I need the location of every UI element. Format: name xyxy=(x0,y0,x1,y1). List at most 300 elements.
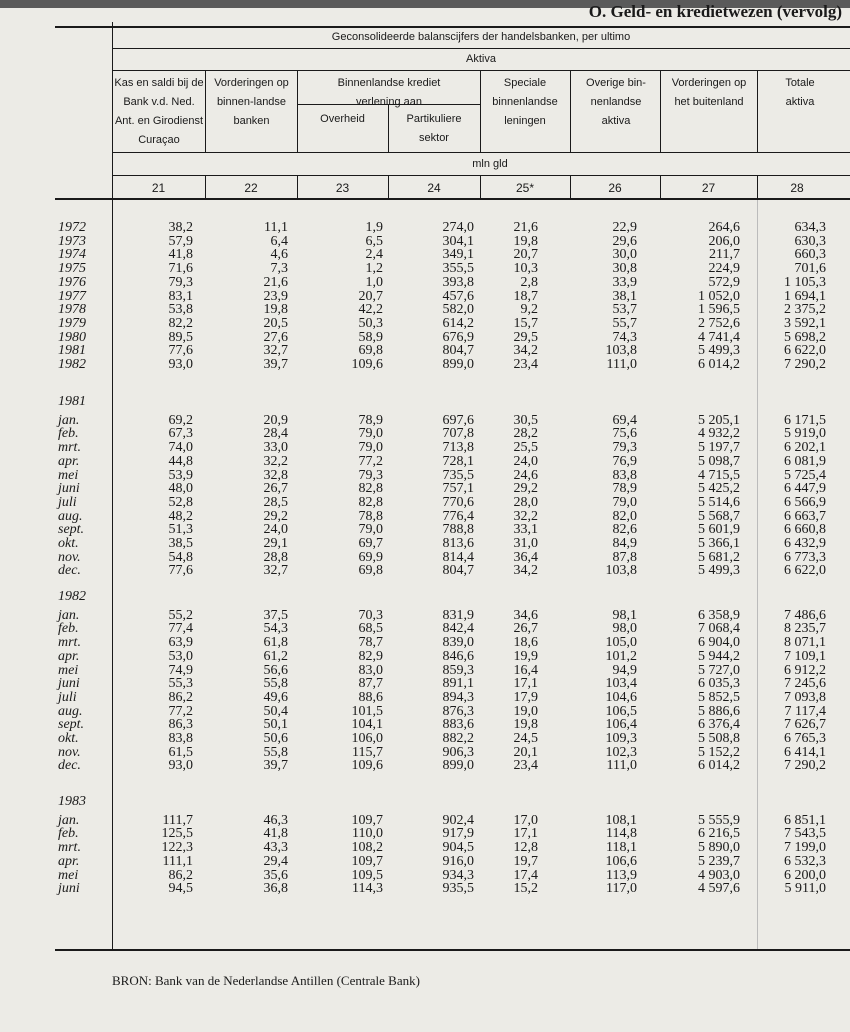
cell-col-21: 86,3 xyxy=(168,717,193,733)
row-label: juni xyxy=(58,481,80,497)
cell-col-28: 6 622,0 xyxy=(784,343,826,359)
col-header-28: Totale aktiva xyxy=(785,77,815,108)
row-label: 1978 xyxy=(58,302,86,318)
cell-col-26: 102,3 xyxy=(605,744,637,760)
cell-col-25: 17,0 xyxy=(513,812,538,828)
table-row xyxy=(0,718,850,732)
cell-col-26: 55,7 xyxy=(612,315,637,331)
row-label: mrt. xyxy=(58,635,81,651)
cell-col-25: 21,6 xyxy=(513,220,538,235)
cell-col-28: 7 109,1 xyxy=(784,648,826,664)
cell-col-22: 50,1 xyxy=(263,717,288,733)
rule xyxy=(112,70,850,71)
cell-col-23: 109,5 xyxy=(351,867,383,883)
cell-col-25: 30,5 xyxy=(513,412,538,428)
cell-col-26: 111,0 xyxy=(606,758,637,774)
cell-col-25: 12,8 xyxy=(513,840,538,856)
row-label: 1975 xyxy=(58,261,86,277)
cell-col-23: 69,7 xyxy=(358,536,383,551)
cell-col-23: 1,9 xyxy=(365,220,383,235)
cell-col-28: 6 432,9 xyxy=(784,536,826,551)
cell-col-22: 29,1 xyxy=(263,536,288,551)
row-label: mrt. xyxy=(58,840,81,856)
row-label: juni xyxy=(58,881,80,897)
cell-col-21: 83,8 xyxy=(168,731,193,746)
cell-col-25: 19,7 xyxy=(513,853,538,869)
col-header-24: Partikuliere sektor xyxy=(406,113,462,144)
cell-col-27: 5 366,1 xyxy=(698,536,740,551)
cell-col-25: 29,5 xyxy=(513,329,538,345)
cell-col-22: 39,7 xyxy=(263,758,288,774)
table-row xyxy=(0,869,850,883)
row-label: feb. xyxy=(58,621,79,637)
cell-col-25: 18,7 xyxy=(513,288,538,304)
cell-col-21: 61,5 xyxy=(168,744,193,760)
cell-col-21: 52,8 xyxy=(168,494,193,510)
cell-col-28: 6 912,2 xyxy=(784,662,826,678)
cell-col-26: 106,6 xyxy=(605,853,637,869)
cell-col-23: 70,3 xyxy=(358,607,383,623)
cell-col-24: 804,7 xyxy=(442,343,474,359)
cell-col-24: 899,0 xyxy=(442,357,474,372)
cell-col-23: 50,3 xyxy=(358,315,383,331)
cell-col-25: 10,3 xyxy=(513,261,538,277)
col-header-27: Vorderingen op het buitenland xyxy=(671,77,747,108)
cell-col-25: 29,2 xyxy=(513,481,538,497)
cell-col-25: 23,4 xyxy=(513,758,538,774)
cell-col-25: 17,1 xyxy=(513,826,538,842)
row-label: sept. xyxy=(58,717,85,733)
cell-col-21: 82,2 xyxy=(168,315,193,331)
cell-col-25: 9,2 xyxy=(520,302,538,318)
cell-col-23: 115,7 xyxy=(352,744,383,760)
table-row xyxy=(0,235,850,249)
cell-col-28: 6 851,1 xyxy=(784,812,826,828)
column-number: 24 xyxy=(427,181,441,195)
cell-col-28: 7 093,8 xyxy=(784,689,826,705)
cell-col-22: 28,4 xyxy=(263,426,288,442)
table-row xyxy=(0,814,850,828)
table-row xyxy=(0,358,850,372)
cell-col-28: 6 660,8 xyxy=(784,522,826,538)
cell-col-21: 77,4 xyxy=(168,621,193,637)
cell-col-25: 17,4 xyxy=(513,867,538,883)
cell-col-27: 6 035,3 xyxy=(698,676,740,692)
cell-col-24: 882,2 xyxy=(442,731,474,746)
cell-col-26: 79,3 xyxy=(612,440,637,456)
row-label: dec. xyxy=(58,758,81,774)
cell-col-24: 902,4 xyxy=(442,812,474,828)
cell-col-24: 274,0 xyxy=(442,220,474,235)
cell-col-21: 44,8 xyxy=(168,453,193,469)
row-label: sept. xyxy=(58,522,85,538)
cell-col-24: 393,8 xyxy=(442,274,474,290)
cell-col-24: 916,0 xyxy=(442,853,474,869)
row-label: feb. xyxy=(58,826,79,842)
source-note: BRON: Bank van de Nederlandse Antillen (Centrale Bank) xyxy=(112,973,420,988)
cell-col-21: 77,2 xyxy=(168,703,193,719)
cell-col-28: 6 773,3 xyxy=(784,549,826,565)
cell-col-28: 7 626,7 xyxy=(784,717,826,733)
cell-col-23: 69,8 xyxy=(358,343,383,359)
rule xyxy=(570,70,571,152)
cell-col-21: 83,1 xyxy=(168,288,193,304)
row-label: 1973 xyxy=(58,233,86,249)
cell-col-21: 51,3 xyxy=(168,522,193,538)
table-row xyxy=(0,759,850,773)
cell-col-22: 4,6 xyxy=(270,247,288,263)
cell-col-23: 108,2 xyxy=(351,840,383,856)
cell-col-22: 37,5 xyxy=(263,607,288,623)
cell-col-23: 109,6 xyxy=(351,357,383,372)
cell-col-25: 34,2 xyxy=(513,343,538,359)
cell-col-25: 33,1 xyxy=(513,522,538,538)
cell-col-24: 906,3 xyxy=(442,744,474,760)
cell-col-27: 6 014,2 xyxy=(698,357,740,372)
cell-col-27: 4 715,5 xyxy=(698,467,740,483)
cell-col-25: 16,4 xyxy=(513,662,538,678)
cell-col-22: 27,6 xyxy=(263,329,288,345)
cell-col-21: 55,3 xyxy=(168,676,193,692)
column-number: 21 xyxy=(151,181,166,195)
cell-col-24: 842,4 xyxy=(442,621,474,637)
cell-col-27: 6 376,4 xyxy=(698,717,740,733)
cell-col-21: 89,5 xyxy=(168,329,193,345)
cell-col-25: 24,5 xyxy=(513,731,538,746)
row-label: 1976 xyxy=(58,274,86,290)
cell-col-27: 4 741,4 xyxy=(698,329,740,345)
cell-col-26: 111,0 xyxy=(606,357,637,372)
cell-col-27: 4 932,2 xyxy=(698,426,740,442)
table-row xyxy=(0,537,850,551)
column-number: 26 xyxy=(608,181,622,195)
cell-col-21: 48,2 xyxy=(168,508,193,524)
row-label: 1977 xyxy=(58,288,86,304)
cell-col-25: 36,4 xyxy=(513,549,538,565)
cell-col-26: 38,1 xyxy=(612,288,637,304)
cell-col-23: 68,5 xyxy=(358,621,383,637)
cell-col-24: 728,1 xyxy=(442,453,474,469)
cell-col-23: 6,5 xyxy=(365,233,383,249)
cell-col-22: 28,8 xyxy=(263,549,288,565)
rule xyxy=(112,152,850,153)
cell-col-24: 735,5 xyxy=(442,467,474,483)
rule xyxy=(112,48,850,49)
cell-col-22: 11,1 xyxy=(264,220,288,235)
cell-col-27: 5 890,0 xyxy=(698,840,740,856)
cell-col-23: 79,0 xyxy=(358,522,383,538)
cell-col-22: 61,8 xyxy=(263,635,288,651)
cell-col-23: 77,2 xyxy=(358,453,383,469)
row-label: aug. xyxy=(58,703,83,719)
cell-col-23: 110,0 xyxy=(352,826,383,842)
cell-col-21: 54,8 xyxy=(168,549,193,565)
cell-col-26: 109,3 xyxy=(605,731,637,746)
cell-col-24: 813,6 xyxy=(442,536,474,551)
cell-col-28: 7 290,2 xyxy=(784,357,826,372)
cell-col-26: 30,0 xyxy=(612,247,637,263)
row-label: mei xyxy=(58,467,79,483)
cell-col-27: 5 886,6 xyxy=(698,703,740,719)
table-row xyxy=(0,317,850,331)
cell-col-24: 846,6 xyxy=(442,648,474,664)
cell-col-23: 101,5 xyxy=(351,703,383,719)
table-row xyxy=(0,664,850,678)
cell-col-23: 2,4 xyxy=(365,247,383,263)
table-row xyxy=(0,551,850,565)
cell-col-25: 19,9 xyxy=(513,648,538,664)
cell-col-22: 32,2 xyxy=(263,453,288,469)
row-label: mrt. xyxy=(58,440,81,456)
cell-col-28: 7 199,0 xyxy=(784,840,826,856)
cell-col-27: 5 508,8 xyxy=(698,731,740,746)
row-label: 1981 xyxy=(58,343,86,359)
cell-col-28: 6 414,1 xyxy=(784,744,826,760)
cell-col-26: 106,4 xyxy=(605,717,637,733)
cell-col-27: 6 358,9 xyxy=(698,607,740,623)
cell-col-28: 660,3 xyxy=(794,247,826,263)
cell-col-27: 5 727,0 xyxy=(698,662,740,678)
cell-col-28: 5 911,0 xyxy=(784,881,826,897)
cell-col-24: 457,6 xyxy=(442,288,474,304)
cell-col-27: 572,9 xyxy=(708,274,740,290)
cell-col-28: 6 447,9 xyxy=(784,481,826,497)
table-row xyxy=(0,841,850,855)
cell-col-22: 6,4 xyxy=(270,233,288,249)
table-row xyxy=(0,636,850,650)
cell-col-28: 8 235,7 xyxy=(784,621,826,637)
cell-col-26: 98,0 xyxy=(612,621,637,637)
cell-col-27: 1 596,5 xyxy=(698,302,740,318)
row-label: 1979 xyxy=(58,315,86,331)
cell-col-26: 29,6 xyxy=(612,233,637,249)
row-label: dec. xyxy=(58,563,81,579)
cell-col-25: 32,2 xyxy=(513,508,538,524)
cell-col-23: 106,0 xyxy=(351,731,383,746)
cell-col-28: 701,6 xyxy=(794,261,826,277)
col-header-26: Overige bin-nenlandse aktiva xyxy=(586,77,646,127)
cell-col-26: 33,9 xyxy=(612,274,637,290)
cell-col-27: 5 601,9 xyxy=(698,522,740,538)
table-row xyxy=(0,482,850,496)
table-row xyxy=(0,732,850,746)
cell-col-28: 7 245,6 xyxy=(784,676,826,692)
cell-col-23: 78,9 xyxy=(358,412,383,428)
cell-col-28: 7 290,2 xyxy=(784,758,826,774)
cell-col-26: 101,2 xyxy=(605,648,637,664)
table-row xyxy=(0,276,850,290)
cell-col-28: 6 622,0 xyxy=(784,563,826,579)
cell-col-27: 6 904,0 xyxy=(698,635,740,651)
cell-col-28: 2 375,2 xyxy=(784,302,826,318)
cell-col-26: 69,4 xyxy=(612,412,637,428)
row-label: 1972 xyxy=(58,220,86,235)
cell-col-21: 74,0 xyxy=(168,440,193,456)
cell-col-21: 63,9 xyxy=(168,635,193,651)
cell-col-23: 88,6 xyxy=(358,689,383,705)
cell-col-26: 98,1 xyxy=(612,607,637,623)
table-row xyxy=(0,855,850,869)
cell-col-25: 23,4 xyxy=(513,357,538,372)
cell-col-26: 108,1 xyxy=(605,812,637,828)
cell-col-21: 48,0 xyxy=(168,481,193,497)
cell-col-28: 6 765,3 xyxy=(784,731,826,746)
table-row xyxy=(0,564,850,578)
cell-col-21: 77,6 xyxy=(168,563,193,579)
cell-col-26: 82,6 xyxy=(612,522,637,538)
cell-col-27: 6 216,5 xyxy=(698,826,740,842)
cell-col-24: 614,2 xyxy=(442,315,474,331)
rule xyxy=(55,198,850,200)
cell-col-25: 28,2 xyxy=(513,426,538,442)
cell-col-22: 19,8 xyxy=(263,302,288,318)
table-title: Geconsolideerde balanscijfers der handelsbanken, per ultimo xyxy=(331,31,631,43)
cell-col-23: 87,7 xyxy=(358,676,383,692)
cell-col-21: 41,8 xyxy=(168,247,193,263)
cell-col-27: 5 852,5 xyxy=(698,689,740,705)
cell-col-21: 53,0 xyxy=(168,648,193,664)
table-row xyxy=(0,427,850,441)
cell-col-27: 2 752,6 xyxy=(698,315,740,331)
cell-col-22: 35,6 xyxy=(263,867,288,883)
cell-col-22: 56,6 xyxy=(263,662,288,678)
cell-col-22: 29,4 xyxy=(263,853,288,869)
cell-col-25: 2,8 xyxy=(520,274,538,290)
row-label: 1982 xyxy=(58,357,86,372)
cell-col-24: 304,1 xyxy=(442,233,474,249)
rule xyxy=(660,70,661,152)
cell-col-21: 53,9 xyxy=(168,467,193,483)
row-label: jan. xyxy=(58,412,80,428)
table-row xyxy=(0,455,850,469)
cell-col-24: 697,6 xyxy=(442,412,474,428)
cell-col-24: 917,9 xyxy=(442,826,474,842)
table-row xyxy=(0,609,850,623)
cell-col-21: 77,6 xyxy=(168,343,193,359)
section-label: 1981 xyxy=(58,394,86,409)
cell-col-26: 118,1 xyxy=(606,840,637,856)
cell-col-21: 69,2 xyxy=(168,412,193,428)
cell-col-23: 104,1 xyxy=(351,717,383,733)
cell-col-27: 5 944,2 xyxy=(698,648,740,664)
cell-col-23: 58,9 xyxy=(358,329,383,345)
row-label: aug. xyxy=(58,508,83,524)
cell-col-27: 6 014,2 xyxy=(698,758,740,774)
cell-col-28: 1 694,1 xyxy=(784,288,826,304)
cell-col-22: 46,3 xyxy=(263,812,288,828)
cell-col-25: 34,2 xyxy=(513,563,538,579)
cell-col-24: 934,3 xyxy=(442,867,474,883)
table-row xyxy=(0,691,850,705)
cell-col-26: 105,0 xyxy=(605,635,637,651)
table-row xyxy=(0,496,850,510)
table-row xyxy=(0,469,850,483)
cell-col-26: 103,4 xyxy=(605,676,637,692)
cell-col-25: 19,8 xyxy=(513,233,538,249)
cell-col-25: 26,7 xyxy=(513,621,538,637)
cell-col-25: 20,7 xyxy=(513,247,538,263)
cell-col-24: 582,0 xyxy=(442,302,474,318)
cell-col-24: 776,4 xyxy=(442,508,474,524)
cell-col-22: 55,8 xyxy=(263,676,288,692)
table-row xyxy=(0,510,850,524)
cell-col-28: 7 117,4 xyxy=(784,703,826,719)
unit-label: mln gld xyxy=(472,158,508,170)
table-row xyxy=(0,221,850,235)
col-header-22: Vorderingen op binnen-landse banken xyxy=(214,77,289,127)
cell-col-21: 53,8 xyxy=(168,302,193,318)
cell-col-28: 5 698,2 xyxy=(784,329,826,345)
cell-col-26: 104,6 xyxy=(605,689,637,705)
cell-col-24: 349,1 xyxy=(442,247,474,263)
cell-col-22: 36,8 xyxy=(263,881,288,897)
cell-col-25: 19,0 xyxy=(513,703,538,719)
cell-col-24: 859,3 xyxy=(442,662,474,678)
row-label: okt. xyxy=(58,731,79,746)
cell-col-23: 1,2 xyxy=(365,261,383,277)
col-header-23: Overheid xyxy=(320,113,365,125)
row-label: apr. xyxy=(58,648,80,664)
cell-col-23: 69,8 xyxy=(358,563,383,579)
cell-col-27: 5 098,7 xyxy=(698,453,740,469)
cell-col-27: 4 597,6 xyxy=(698,881,740,897)
table-row xyxy=(0,414,850,428)
table-row xyxy=(0,344,850,358)
cell-col-22: 24,0 xyxy=(263,522,288,538)
cell-col-25: 24,6 xyxy=(513,467,538,483)
table-row xyxy=(0,262,850,276)
cell-col-24: 839,0 xyxy=(442,635,474,651)
column-number: 28 xyxy=(790,181,804,195)
cell-col-27: 211,7 xyxy=(709,247,740,263)
cell-col-22: 54,3 xyxy=(263,621,288,637)
cell-col-22: 29,2 xyxy=(263,508,288,524)
cell-col-24: 876,3 xyxy=(442,703,474,719)
cell-col-27: 5 499,3 xyxy=(698,563,740,579)
bottom-rule xyxy=(55,949,850,951)
cell-col-22: 41,8 xyxy=(263,826,288,842)
cell-col-26: 22,9 xyxy=(612,220,637,235)
cell-col-28: 6 171,5 xyxy=(784,412,826,428)
row-label: apr. xyxy=(58,453,80,469)
cell-col-22: 49,6 xyxy=(263,689,288,705)
cell-col-23: 109,7 xyxy=(351,812,383,828)
cell-col-24: 814,4 xyxy=(442,549,474,565)
table-row xyxy=(0,441,850,455)
table-row xyxy=(0,650,850,664)
cell-col-23: 82,8 xyxy=(358,481,383,497)
cell-col-26: 87,8 xyxy=(612,549,637,565)
row-label: juni xyxy=(58,676,80,692)
cell-col-22: 32,7 xyxy=(263,563,288,579)
cell-col-23: 114,3 xyxy=(352,881,383,897)
table-row xyxy=(0,882,850,896)
cell-col-23: 79,3 xyxy=(358,467,383,483)
cell-col-27: 4 903,0 xyxy=(698,867,740,883)
column-number: 22 xyxy=(244,181,258,195)
row-label: jan. xyxy=(58,812,80,828)
page-title: O. Geld- en kredietwezen (vervolg) xyxy=(588,2,842,21)
cell-col-28: 6 663,7 xyxy=(784,508,826,524)
cell-col-23: 79,0 xyxy=(358,426,383,442)
cell-col-25: 20,1 xyxy=(513,744,538,760)
cell-col-23: 78,7 xyxy=(358,635,383,651)
cell-col-26: 82,0 xyxy=(612,508,637,524)
cell-col-28: 1 105,3 xyxy=(784,274,826,290)
rule xyxy=(112,175,850,176)
cell-col-22: 50,4 xyxy=(263,703,288,719)
cell-col-23: 82,9 xyxy=(358,648,383,664)
